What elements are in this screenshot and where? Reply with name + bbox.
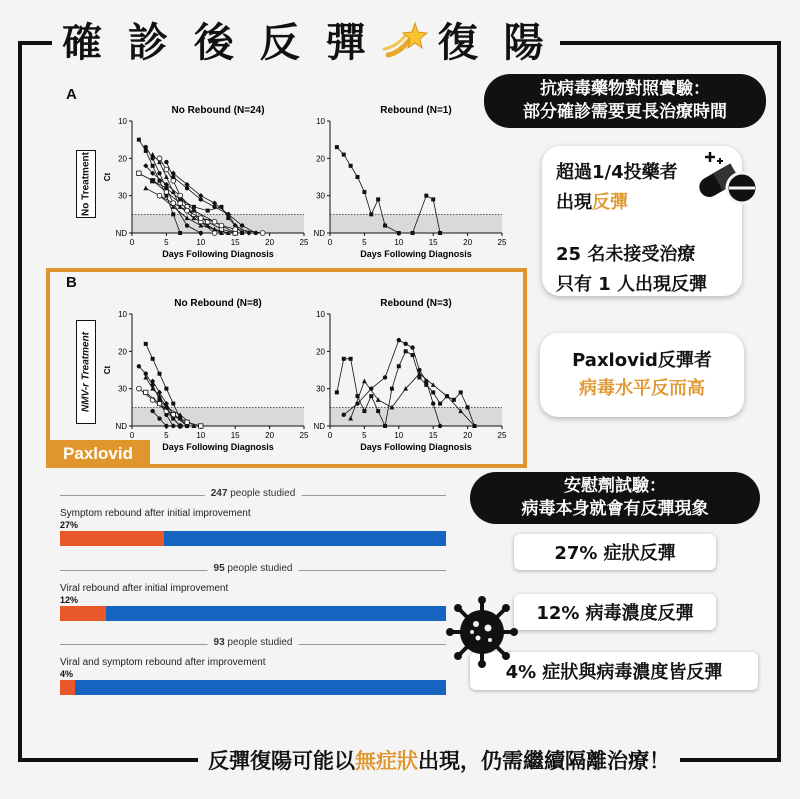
data-point [212,219,217,224]
data-point [178,231,182,235]
bar-caption: Symptom rebound after initial improvement [60,508,251,519]
y-tick-label: 10 [316,310,325,319]
x-tick-label: 10 [196,431,206,440]
data-point [431,390,435,394]
x-tick-label: 5 [164,431,169,440]
data-point [150,379,155,384]
data-point [164,174,169,179]
data-point [260,231,265,236]
data-point [240,223,244,227]
x-tick-label: 25 [299,431,309,440]
data-point [459,390,463,394]
header-antiviral-line1: 抗病毒藥物對照實驗： [540,79,710,100]
data-point [158,372,162,376]
bar-group-viral [60,563,446,621]
data-point [383,224,387,228]
y-tick-label: ND [115,422,127,431]
bar-track [60,531,446,546]
data-point [185,208,190,213]
x-axis-label: Days Following Diagnosis [360,249,472,259]
bar-percent: 27% [60,520,79,530]
shooting-star-icon [382,19,428,68]
y-label-no-treatment [76,150,96,218]
nd-threshold-band [330,407,502,426]
data-point [151,164,155,168]
data-point [342,357,346,361]
x-tick-label: 20 [463,238,473,247]
data-point [157,416,161,420]
card2-line1: Paxlovid反彈者 [572,350,712,371]
x-tick-label: 25 [497,238,507,247]
data-point [369,212,373,216]
data-point [431,401,435,405]
data-point [151,357,155,361]
result-symptom-rebound: 27% 症狀反彈 [514,534,716,570]
chart-title: Rebound (N=3) [380,298,452,309]
data-point [362,409,366,413]
studied-header [60,488,446,502]
y-tick-label: 10 [118,310,127,319]
chart-a-no-rebound-svg [102,103,314,265]
data-point [397,338,401,342]
y-axis-label: Ct [103,365,112,375]
data-point [397,364,401,368]
data-point [199,231,203,235]
data-point [164,424,168,428]
data-point [178,197,182,201]
y-tick-label: 10 [118,117,127,126]
x-tick-label: 10 [394,431,404,440]
x-tick-label: 20 [265,431,275,440]
chart-b-no-rebound-svg [102,296,314,458]
data-point [157,171,161,175]
data-point [431,197,435,201]
chart-title: No Rebound (N=24) [171,105,265,116]
data-point [424,194,428,198]
x-axis-label: Days Following Diagnosis [162,442,274,452]
data-point [157,193,162,198]
x-tick-label: 10 [196,238,206,247]
data-point [151,179,155,183]
card1-line2-b: 反彈 [592,192,628,213]
header-placebo-line1: 安慰劑試驗： [564,476,666,497]
card1-line3: 25 名未接受治療 [556,244,696,265]
chart-b-rebound-svg [300,296,512,458]
y-tick-label: ND [313,422,325,431]
data-point [383,375,387,379]
data-point [164,387,168,391]
data-point [452,398,456,402]
studied-count: 247 [210,488,228,499]
data-point [438,424,442,428]
data-point [206,209,210,213]
header-antiviral-trial [484,74,766,128]
data-point [383,424,387,428]
y-tick-label: 30 [316,191,325,201]
data-point [171,201,176,206]
data-point [417,375,421,379]
x-tick-label: 15 [428,238,438,247]
x-tick-label: 20 [265,238,275,247]
bar-caption: Viral rebound after initial improvement [60,583,229,594]
result-both-rebound: 4% 症狀與病毒濃度皆反彈 [470,652,758,690]
studied-count: 95 [213,563,225,574]
bar-fill [60,680,75,695]
studied-suffix: people studied [227,563,293,574]
bar-track [60,606,446,621]
data-point [144,390,148,394]
data-point [240,231,244,235]
x-tick-label: 25 [299,238,309,247]
data-point [171,417,175,421]
footer-pre: 反彈復陽可能以 [208,749,355,773]
data-point [369,394,373,398]
header-placebo-trial [470,472,760,524]
y-tick-label: 20 [118,154,127,164]
data-point [136,386,141,391]
chart-title: Rebound (N=1) [380,105,452,116]
bar-caption: Viral and symptom rebound after improvement [60,657,266,668]
data-point [185,420,189,424]
data-point [178,424,182,428]
y-tick-label: 30 [316,384,325,394]
chart-a-rebound-svg [300,103,512,265]
y-tick-label: 10 [316,117,325,126]
data-point [390,387,394,391]
y-axis-label: Ct [103,172,112,182]
x-tick-label: 25 [497,431,507,440]
data-point [171,212,175,216]
data-point [164,405,168,409]
data-point [438,402,442,406]
data-point [342,413,346,417]
page-title [52,14,560,72]
card1-line2-a: 出現 [556,192,592,213]
x-tick-label: 0 [129,238,135,247]
studied-header [60,563,446,577]
data-point [150,152,155,157]
bar-group-viral-symptom [60,637,446,695]
data-point [144,342,148,346]
footer-highlight: 無症狀 [355,749,418,773]
data-point [404,349,408,353]
data-point [137,138,141,142]
x-axis-label: Days Following Diagnosis [162,249,274,259]
y-tick-label: ND [313,229,325,238]
data-point [397,231,401,235]
pills-icon [696,150,760,210]
data-point [192,205,196,209]
x-tick-label: 15 [230,238,240,247]
x-tick-label: 5 [362,431,367,440]
data-point [137,364,141,368]
header-antiviral-line2: 部分確診需要更長治療時間 [523,102,727,122]
data-point [178,193,183,198]
data-point [403,342,407,346]
panel-a-label: A [66,86,77,103]
studied-count: 93 [213,637,225,648]
data-point [349,164,353,168]
data-point [178,201,182,205]
chart-title: No Rebound (N=8) [174,298,262,309]
bar-track [60,680,446,695]
y-tick-label: 20 [316,347,325,357]
data-point [362,379,367,384]
paxlovid-tag: Paxlovid [46,440,150,468]
data-point [171,424,175,428]
studied-header [60,637,446,651]
data-point [158,398,162,402]
footer-post: 出現，仍需繼續隔離治療！ [418,749,670,773]
y-label-nmv-treatment [76,320,96,424]
studied-suffix: people studied [227,637,293,648]
data-point [356,175,360,179]
data-point [164,160,168,164]
data-point [164,167,169,172]
data-point [335,145,339,149]
y-label-nmv-treatment-text: NMV-r Treatment [80,331,92,413]
bar-fill [60,606,106,621]
data-point [349,357,353,361]
data-point [410,345,414,349]
bar-fill [60,531,164,546]
data-point [376,197,380,201]
data-point [199,424,203,428]
data-point [143,186,148,191]
data-point [198,216,203,221]
virus-icon [446,596,518,672]
data-point [219,223,224,228]
bar-percent: 12% [60,595,79,605]
data-point [137,171,141,175]
card1-line4: 只有 1 人出現反彈 [556,274,708,295]
x-tick-label: 20 [463,431,473,440]
x-tick-label: 10 [394,238,404,247]
x-tick-label: 0 [129,431,135,440]
x-tick-label: 5 [362,238,367,247]
card-paxlovid-rebound [540,333,744,417]
header-placebo-line2: 病毒本身就會有反彈現象 [521,499,709,519]
title-left: 確 診 後 反 彈 [62,20,372,66]
footer-note [198,742,680,778]
data-point [233,227,238,232]
card1-line1: 超過1/4投藥者 [556,162,678,183]
y-label-no-treatment-text: No Treatment [80,152,92,216]
data-point [164,186,168,190]
data-point [157,156,162,161]
result-viral-rebound: 12% 病毒濃度反彈 [514,594,716,630]
y-tick-label: 20 [316,154,325,164]
title-right: 復 陽 [437,20,550,66]
y-tick-label: ND [115,229,127,238]
x-tick-label: 15 [230,431,240,440]
data-point [144,145,148,149]
y-tick-label: 30 [118,191,127,201]
data-point [212,231,217,236]
data-point [335,390,339,394]
data-point [342,153,346,157]
data-point [150,409,154,413]
x-tick-label: 0 [327,238,333,247]
x-axis-label: Days Following Diagnosis [360,442,472,452]
data-point [466,405,470,409]
bar-percent: 4% [60,669,74,679]
card2-line2: 病毒水平反而高 [579,378,705,399]
x-tick-label: 5 [164,238,169,247]
data-point [411,231,415,235]
data-point [411,353,415,357]
data-point [431,382,436,387]
bar-group-symptom [60,488,446,546]
y-tick-label: 30 [118,384,127,394]
data-point [438,231,442,235]
panel-b-label: B [66,274,77,291]
data-point [171,402,175,406]
data-point [362,190,366,194]
y-tick-label: 20 [118,347,127,357]
studied-suffix: people studied [230,488,296,499]
x-tick-label: 0 [327,431,333,440]
x-tick-label: 15 [428,431,438,440]
data-point [376,409,380,413]
data-point [185,223,189,227]
data-point [164,190,168,194]
